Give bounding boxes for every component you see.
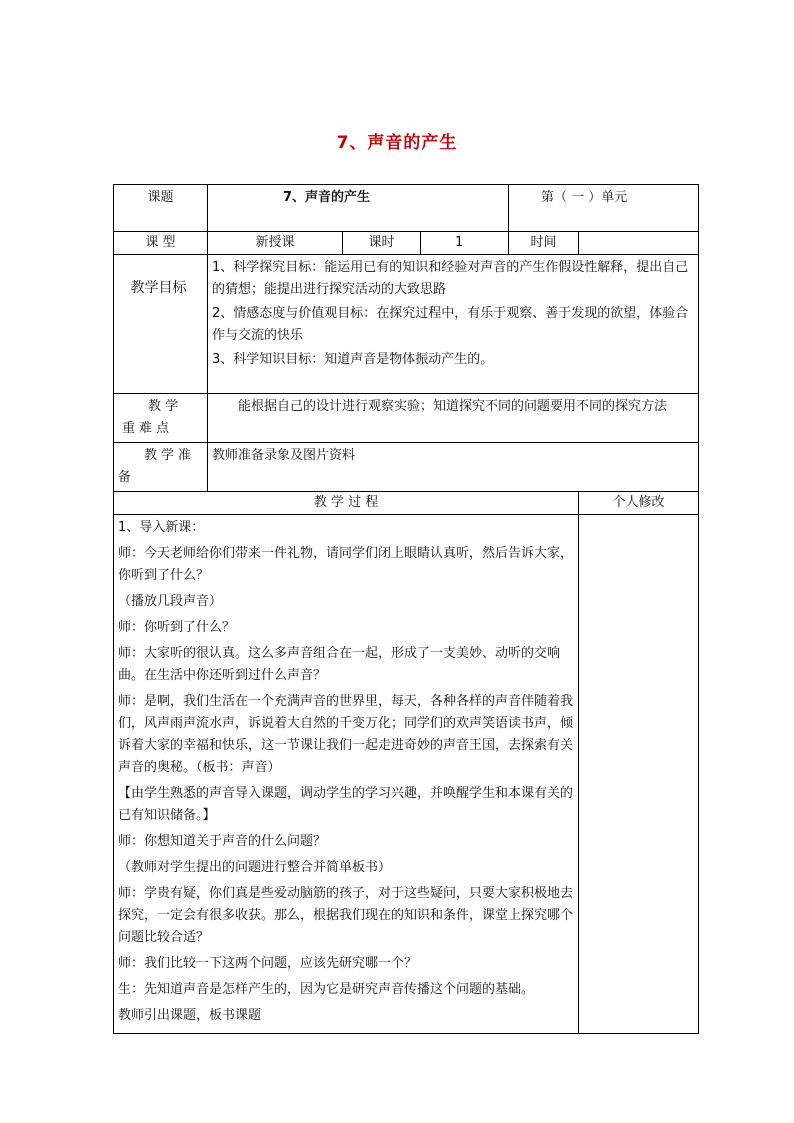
goal-item: 2、情感态度与价值观目标：在探究过程中，有乐于观察、善于发现的欲望，体验合作与交流的快乐 — [212, 306, 689, 343]
topic-value: 7、声音的产生 — [208, 185, 509, 232]
process-header-row — [114, 492, 699, 515]
prep-label-text: 教学准备 — [118, 448, 196, 485]
personal-notes-cell — [579, 515, 699, 1034]
process-line: 师：我们比较一下这两个问题，应该先研究哪一个？ — [118, 956, 418, 971]
hours-label: 课时 — [343, 232, 421, 255]
lesson-plan-table — [113, 184, 699, 1034]
prep-row — [114, 443, 699, 492]
topic-row — [114, 185, 699, 232]
personal-header: 个人修改 — [579, 492, 699, 515]
document-title: 7、声音的产生 — [336, 133, 458, 153]
time-value — [579, 232, 699, 255]
process-line: 师：你听到了什么？ — [118, 620, 236, 635]
process-line: （播放几段声音） — [118, 594, 223, 609]
goals-row — [114, 255, 699, 394]
time-label: 时间 — [509, 232, 579, 255]
goal-item: 3、科学知识目标：知道声音是物体振动产生的。 — [212, 352, 494, 367]
goals-label — [114, 255, 208, 394]
goals-content — [208, 255, 699, 394]
process-line: 师：是啊，我们生活在一个充满声音的世界里，每天，各种各样的声音伴随着我们，风声雨声流水声，诉说着大自然的千变万化；同学们的欢声笑语读书声，倾诉着大家的幸福和快乐，这一节课让我们一起走进奇妙的声音王国，去探索有关声音的奥秘。（板书：声音） — [118, 694, 574, 775]
process-line: 1、导入新课： — [118, 520, 205, 535]
type-value: 新授课 — [208, 232, 343, 255]
process-line: 生：先知道声音是怎样产生的，因为它是研究声音传播这个问题的基础。 — [118, 982, 535, 997]
process-line: 师：你想知道关于声音的什么问题？ — [118, 834, 327, 849]
process-content — [114, 515, 579, 1034]
goals-label-text: 教学目标 — [130, 280, 187, 296]
key-label-text: 教学重难点 — [122, 399, 183, 436]
prep-value: 教师准备录象及图片资料 — [208, 443, 699, 492]
type-label: 课 型 — [114, 232, 208, 255]
process-line: 师：今天老师给你们带来一件礼物，请同学们闭上眼睛认真听，然后告诉大家，你听到了什么？ — [118, 546, 574, 583]
unit-value: 第（ 一 ）单元 — [509, 185, 699, 232]
hours-value: 1 — [421, 232, 509, 255]
process-line: 教师引出课题，板书课题 — [118, 1008, 262, 1023]
process-line: 师：学贵有疑，你们真是些爱动脑筋的孩子，对于这些疑问，只要大家积极地去探究，一定会有很多收获。那么，根据我们现在的知识和条件，课堂上探究哪个问题比较合适？ — [118, 886, 574, 945]
key-row — [114, 394, 699, 443]
process-header: 教 学 过 程 — [114, 492, 579, 515]
process-line: （教师对学生提出的问题进行整合并简单板书） — [118, 860, 392, 875]
type-row — [114, 232, 699, 255]
process-line: 师：大家听的很认真。这么多声音组合在一起，形成了一支美妙、动听的交响曲。在生活中你还听到过什么声音？ — [118, 646, 561, 683]
process-line: 【由学生熟悉的声音导入课题，调动学生的学习兴趣，并唤醒学生和本课有关的已有知识储备。】 — [118, 786, 574, 823]
topic-label: 课题 — [114, 185, 208, 232]
goal-item: 1、科学探究目标：能运用已有的知识和经验对声音的产生作假设性解释，提出自己的猜想；能提出进行探究活动的大致思路 — [212, 260, 689, 297]
key-value: 能根据自己的设计进行观察实验；知道探究不同的问题要用不同的探究方法 — [208, 394, 699, 443]
process-row — [114, 515, 699, 1034]
key-label — [114, 394, 208, 443]
prep-label — [114, 443, 208, 492]
